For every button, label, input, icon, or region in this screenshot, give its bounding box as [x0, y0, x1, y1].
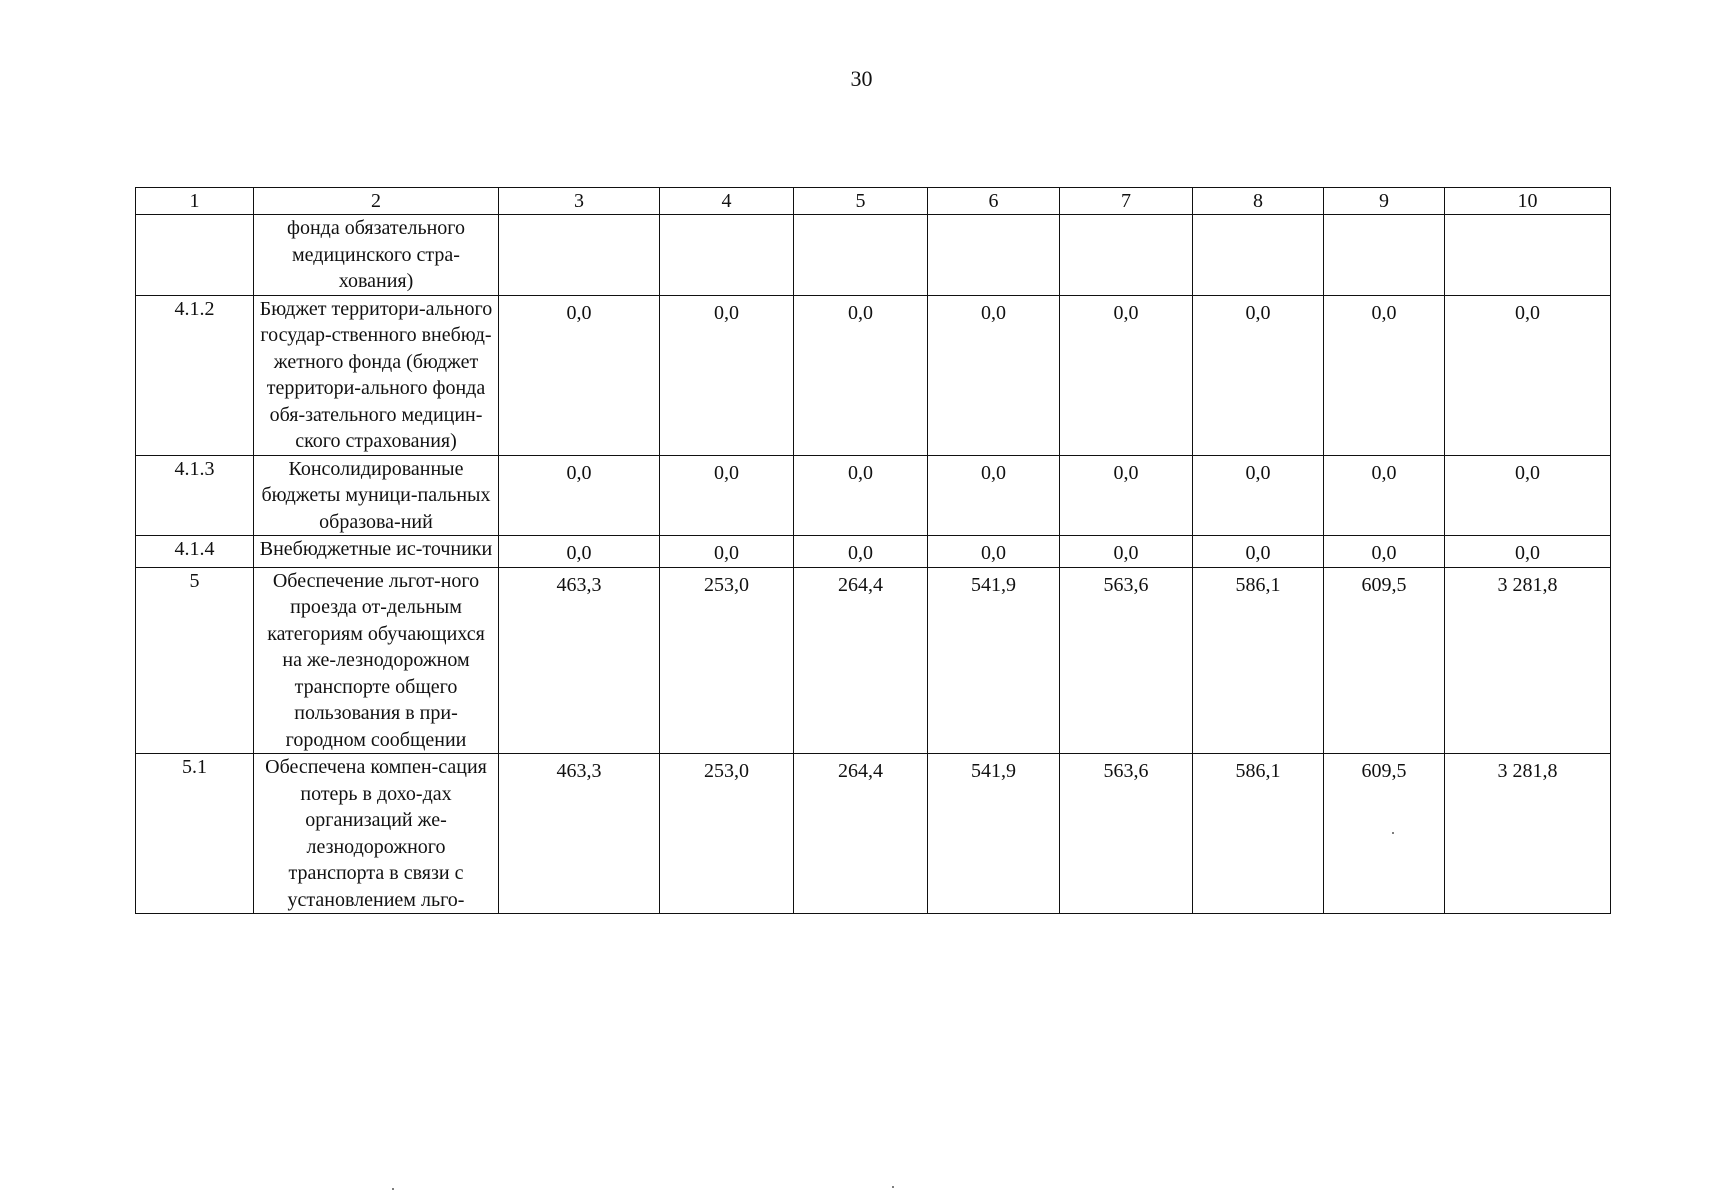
row-description-cell: Обеспечение льгот-ного проезда от-дельным категориям обучающихся на же-лезнодорожном транспорте общего пользования в при-городном сообщении — [254, 567, 499, 754]
header-cell: 6 — [928, 188, 1060, 215]
scan-speck — [1392, 832, 1394, 834]
row-number-cell: 5.1 — [136, 754, 254, 914]
scan-speck — [392, 1188, 394, 1190]
budget-table — [135, 187, 1611, 914]
value-cell: 0,0 — [660, 536, 794, 568]
header-cell: 8 — [1193, 188, 1324, 215]
row-description-cell: Консолидированные бюджеты муници-пальных образова-ний — [254, 455, 499, 536]
value-cell: 264,4 — [794, 754, 928, 914]
value-cell: 563,6 — [1060, 754, 1193, 914]
value-cell: 0,0 — [1060, 455, 1193, 536]
header-cell: 3 — [499, 188, 660, 215]
value-cell — [1324, 215, 1445, 296]
value-cell: 0,0 — [928, 295, 1060, 455]
value-cell: 0,0 — [1324, 295, 1445, 455]
value-cell: 0,0 — [1193, 295, 1324, 455]
value-cell — [1060, 215, 1193, 296]
header-cell: 1 — [136, 188, 254, 215]
value-cell: 3 281,8 — [1445, 567, 1611, 754]
value-cell: 463,3 — [499, 754, 660, 914]
table-row — [136, 567, 1611, 754]
value-cell: 563,6 — [1060, 567, 1193, 754]
page-number: 30 — [850, 66, 873, 91]
value-cell: 0,0 — [1445, 536, 1611, 568]
header-cell: 10 — [1445, 188, 1611, 215]
table-body — [136, 215, 1611, 914]
value-cell: 0,0 — [794, 295, 928, 455]
header-cell: 9 — [1324, 188, 1445, 215]
row-number-cell: 4.1.4 — [136, 536, 254, 568]
row-description-cell: Внебюджетные ис-точники — [254, 536, 499, 568]
value-cell: 0,0 — [928, 536, 1060, 568]
header-cell: 7 — [1060, 188, 1193, 215]
value-cell: 0,0 — [794, 536, 928, 568]
value-cell — [1193, 215, 1324, 296]
value-cell: 0,0 — [1324, 455, 1445, 536]
table-row — [136, 215, 1611, 296]
value-cell: 0,0 — [794, 455, 928, 536]
value-cell: 0,0 — [1193, 455, 1324, 536]
value-cell: 463,3 — [499, 567, 660, 754]
value-cell: 0,0 — [499, 536, 660, 568]
table-row — [136, 455, 1611, 536]
table-row — [136, 536, 1611, 568]
table-row — [136, 295, 1611, 455]
budget-table-container — [135, 187, 1610, 914]
row-number-cell: 5 — [136, 567, 254, 754]
value-cell: 0,0 — [1445, 295, 1611, 455]
value-cell: 0,0 — [928, 455, 1060, 536]
value-cell: 0,0 — [1060, 295, 1193, 455]
header-cell: 5 — [794, 188, 928, 215]
value-cell: 0,0 — [499, 295, 660, 455]
value-cell: 0,0 — [660, 455, 794, 536]
row-number-cell — [136, 215, 254, 296]
value-cell: 264,4 — [794, 567, 928, 754]
value-cell: 253,0 — [660, 754, 794, 914]
value-cell: 0,0 — [1445, 455, 1611, 536]
row-number-cell: 4.1.3 — [136, 455, 254, 536]
value-cell: 586,1 — [1193, 754, 1324, 914]
value-cell — [794, 215, 928, 296]
table-row — [136, 754, 1611, 914]
value-cell — [1445, 215, 1611, 296]
header-row — [136, 188, 1611, 215]
value-cell: 609,5 — [1324, 754, 1445, 914]
value-cell: 586,1 — [1193, 567, 1324, 754]
value-cell: 0,0 — [660, 295, 794, 455]
value-cell: 3 281,8 — [1445, 754, 1611, 914]
value-cell: 609,5 — [1324, 567, 1445, 754]
value-cell: 0,0 — [1060, 536, 1193, 568]
value-cell: 0,0 — [1324, 536, 1445, 568]
scan-speck — [892, 1186, 894, 1188]
header-cell: 2 — [254, 188, 499, 215]
row-number-cell: 4.1.2 — [136, 295, 254, 455]
value-cell: 0,0 — [499, 455, 660, 536]
value-cell — [928, 215, 1060, 296]
row-description-cell: Обеспечена компен-сация потерь в дохо-дах организаций же-лезнодорожного транспорта в связи с установлением льго- — [254, 754, 499, 914]
value-cell: 0,0 — [1193, 536, 1324, 568]
value-cell — [499, 215, 660, 296]
value-cell — [660, 215, 794, 296]
value-cell: 541,9 — [928, 754, 1060, 914]
value-cell: 541,9 — [928, 567, 1060, 754]
header-cell: 4 — [660, 188, 794, 215]
row-description-cell: Бюджет территори-ального государ-ственного внебюд-жетного фонда (бюджет территори-ального фонда обя-зательного медицин-ского страхования) — [254, 295, 499, 455]
row-description-cell: фонда обязательного медицинского стра-хования) — [254, 215, 499, 296]
value-cell: 253,0 — [660, 567, 794, 754]
